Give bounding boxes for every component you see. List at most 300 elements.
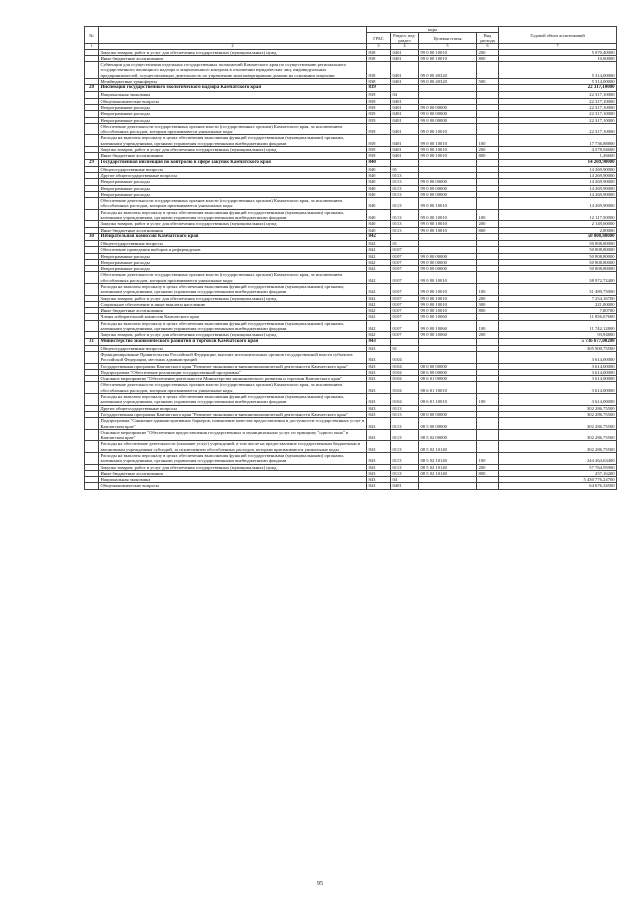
- razdel-code: 0107: [391, 253, 419, 259]
- header-vr: Вид расхода: [477, 33, 499, 44]
- row-name: Непрограммные расходы: [99, 185, 367, 191]
- razdel-code: 0113: [391, 221, 419, 227]
- row-name: Обеспечение деятельности государственных органов власти (государственных органов) Камчатского края, за исключением обособленных расходов, которым присваиваются уникальные коды: [99, 382, 367, 394]
- target-article-code: [419, 85, 477, 92]
- row-name: Закупка товаров, работ и услуг для обеспечения государственных (муниципальных) нужд: [99, 295, 367, 301]
- expense-type-code: 100: [477, 135, 499, 147]
- row-name: Закупка товаров, работ и услуг для обеспечения государственных (муниципальных) нужд: [99, 464, 367, 470]
- row-name: Непрограммные расходы: [99, 191, 367, 197]
- grbs-code: 842: [367, 283, 391, 295]
- organization-row: [85, 85, 617, 92]
- grbs-code: 843: [367, 453, 391, 465]
- allocation-amount: 57 764,95900: [499, 464, 617, 470]
- row-name: Основное мероприятие "Обеспечение предоставления государственных и муниципальных услуг по принципу "одного окна" в Камчатском крае": [99, 429, 367, 441]
- allocation-amount: 3 614,00000: [499, 369, 617, 375]
- allocation-amount: 221,00000: [499, 301, 617, 307]
- grbs-code: 843: [367, 470, 391, 476]
- col-number: 2: [99, 44, 367, 50]
- row-number: [85, 198, 99, 210]
- target-article-code: [419, 159, 477, 166]
- row-name: Общегосударственные вопросы: [99, 240, 367, 246]
- allocation-amount: 93,94800: [499, 332, 617, 338]
- table-row: [85, 272, 617, 284]
- razdel-code: 0107: [391, 272, 419, 284]
- row-name: Национальная экономика: [99, 92, 367, 98]
- target-article-code: 08 0 00 00000: [419, 411, 477, 417]
- expense-type-code: 800: [477, 227, 499, 233]
- razdel-code: 0401: [391, 111, 419, 117]
- allocation-amount: 14 269,90000: [499, 179, 617, 185]
- row-number: [85, 62, 99, 79]
- expense-type-code: 800: [477, 470, 499, 476]
- target-article-code: 08 5 02 10140: [419, 453, 477, 465]
- grbs-code: 843: [367, 464, 391, 470]
- allocation-amount: 50 808,80000: [499, 259, 617, 265]
- target-article-code: 99 0 00 10060: [419, 332, 477, 338]
- target-article-code: 08 0 00 00000: [419, 363, 477, 369]
- row-number: 29: [85, 159, 99, 166]
- expense-type-code: 100: [477, 320, 499, 332]
- razdel-code: 0113: [391, 464, 419, 470]
- target-article-code: 08 5 02 10140: [419, 441, 477, 453]
- allocation-amount: 1,26600: [499, 153, 617, 159]
- allocation-amount: 2,80000: [499, 227, 617, 233]
- target-article-code: 08 6 01 10010: [419, 394, 477, 406]
- target-article-code: 99 0 00 10010: [419, 209, 477, 221]
- expense-type-code: 100: [477, 394, 499, 406]
- allocation-amount: 5 430 776,24700: [499, 477, 617, 483]
- target-article-code: 99 0 00 00000: [419, 191, 477, 197]
- razdel-code: 0113: [391, 191, 419, 197]
- row-name: Иные бюджетные ассигнования: [99, 153, 367, 159]
- razdel-code: 0107: [391, 308, 419, 314]
- target-article-code: 08 5 02 00000: [419, 429, 477, 441]
- razdel-code: 0107: [391, 314, 419, 320]
- row-number: [85, 209, 99, 221]
- razdel-code: 0113: [391, 179, 419, 185]
- row-name: Министерство экономического развития и торговли Камчатского края: [99, 338, 367, 345]
- grbs-code: 839: [367, 153, 391, 159]
- header-razdel: Раздел, под-раздел: [391, 33, 419, 44]
- grbs-code: 840: [367, 227, 391, 233]
- razdel-code: 0113: [391, 172, 419, 178]
- row-name: Обеспечение деятельности государственных органов власти (государственных органов) Камчатского края, за исключением обособленных расходов, которым присваиваются уникальные коды: [99, 198, 367, 210]
- table-row: [85, 418, 617, 430]
- expense-type-code: [477, 85, 499, 92]
- row-name: Общеэкономические вопросы: [99, 98, 367, 104]
- row-name: Общегосударственные вопросы: [99, 345, 367, 351]
- row-name: Непрограммные расходы: [99, 104, 367, 110]
- allocation-amount: 22 317,10000: [499, 85, 617, 92]
- allocation-amount: 14 269,90000: [499, 191, 617, 197]
- col-number: 6: [477, 44, 499, 50]
- expense-type-code: 200: [477, 464, 499, 470]
- expense-type-code: 200: [477, 332, 499, 338]
- razdel-code: 0107: [391, 247, 419, 253]
- razdel-code: 0104: [391, 369, 419, 375]
- expense-type-code: [477, 441, 499, 453]
- row-number: [85, 394, 99, 406]
- grbs-code: 842: [367, 240, 391, 246]
- grbs-code: 843: [367, 345, 391, 351]
- razdel-code: 0113: [391, 405, 419, 411]
- razdel-code: 0401: [391, 62, 419, 79]
- budget-table: [84, 26, 617, 490]
- grbs-code: 842: [367, 272, 391, 284]
- header-grbs: ГРБС: [367, 33, 391, 44]
- row-name: Расходы на выплаты персоналу в целях обеспечения выполнения функций государственными (муниципальными) органами, казенными учреждениями, органами управления государственными внебюджетными фондами: [99, 394, 367, 406]
- grbs-code: 843: [367, 483, 391, 489]
- razdel-code: 0401: [391, 135, 419, 147]
- allocation-amount: 3 614,00000: [499, 376, 617, 382]
- row-name: Субвенции для осуществления отдельных государственных полномочий Камчатского края по осуществлению регионального государственного жилищного надзора и лицензионного контроля в отношении юридических лиц, индивидуальных предпринимателей, осуществляющих деятельность по управлению многоквартирными домами на основании лицензии: [99, 62, 367, 79]
- row-name: Государственная программа Камчатского края "Развитие экономики и внешнеэкономической деятельности Камчатского края": [99, 363, 367, 369]
- header-num: №: [85, 27, 99, 44]
- allocation-amount: 50 808,80000: [499, 266, 617, 272]
- razdel-code: [391, 233, 419, 240]
- allocation-amount: 50 808,80000: [499, 233, 617, 240]
- target-article-code: 99 0 00 00000: [419, 104, 477, 110]
- expense-type-code: 100: [477, 283, 499, 295]
- grbs-code: 839: [367, 98, 391, 104]
- grbs-code: 840: [367, 221, 391, 227]
- razdel-code: 0113: [391, 185, 419, 191]
- row-name: Непрограммные расходы: [99, 266, 367, 272]
- allocation-amount: 11 742,12800: [499, 320, 617, 332]
- target-article-code: 99 0 00 10010: [419, 308, 477, 314]
- target-article-code: 99 0 00 10010: [419, 147, 477, 153]
- allocation-amount: 22 317,10000: [499, 117, 617, 123]
- allocation-amount: 10,00000: [499, 55, 617, 61]
- target-article-code: 99 0 00 00000: [419, 185, 477, 191]
- grbs-code: 840: [367, 179, 391, 185]
- row-number: [85, 453, 99, 465]
- razdel-code: 0401: [391, 117, 419, 123]
- table-row: [85, 123, 617, 135]
- allocation-amount: 22 317,10000: [499, 123, 617, 135]
- target-article-code: 99 0 00 00000: [419, 111, 477, 117]
- allocation-amount: 302 286,75500: [499, 441, 617, 453]
- allocation-amount: 7 254,16700: [499, 295, 617, 301]
- table-row: [85, 198, 617, 210]
- target-article-code: 08 5 02 10140: [419, 464, 477, 470]
- row-number: [85, 351, 99, 363]
- allocation-amount: 3 614,00000: [499, 363, 617, 369]
- grbs-code: 842: [367, 295, 391, 301]
- allocation-amount: 22 317,10000: [499, 104, 617, 110]
- grbs-code: 843: [367, 338, 391, 345]
- razdel-code: 0107: [391, 283, 419, 295]
- row-name: Инспекция государственного экологического надзора Камчатского края: [99, 85, 367, 92]
- expense-type-code: 200: [477, 295, 499, 301]
- table-row: [85, 209, 617, 221]
- row-number: 30: [85, 233, 99, 240]
- row-name: Национальная экономика: [99, 477, 367, 483]
- grbs-code: 843: [367, 376, 391, 382]
- target-article-code: 99 0 00 40320: [419, 62, 477, 79]
- target-article-code: 08 6 01 10010: [419, 382, 477, 394]
- grbs-code: 842: [367, 259, 391, 265]
- razdel-code: 0401: [391, 147, 419, 153]
- razdel-code: 0104: [391, 376, 419, 382]
- razdel-code: 01: [391, 240, 419, 246]
- grbs-code: 839: [367, 85, 391, 92]
- grbs-code: 840: [367, 198, 391, 210]
- row-number: 31: [85, 338, 99, 345]
- organization-row: [85, 338, 617, 345]
- razdel-code: 0104: [391, 363, 419, 369]
- row-name: Основное мероприятие "Обеспечение деятельности Министерства экономического развития и торговли Камчатского края": [99, 376, 367, 382]
- razdel-code: 0107: [391, 320, 419, 332]
- razdel-code: 0107: [391, 266, 419, 272]
- razdel-code: 0113: [391, 411, 419, 417]
- row-name: Иные бюджетные ассигнования: [99, 470, 367, 476]
- allocation-amount: 14 269,90000: [499, 185, 617, 191]
- allocation-amount: 3 614,00000: [499, 394, 617, 406]
- table-row: [85, 135, 617, 147]
- target-article-code: 99 0 00 10010: [419, 49, 477, 55]
- grbs-code: 843: [367, 411, 391, 417]
- razdel-code: 0113: [391, 441, 419, 453]
- target-article-code: 99 0 00 10010: [419, 227, 477, 233]
- expense-type-code: [477, 272, 499, 284]
- expense-type-code: [477, 483, 499, 489]
- grbs-code: 842: [367, 301, 391, 307]
- grbs-code: 843: [367, 405, 391, 411]
- expense-type-code: 100: [477, 209, 499, 221]
- target-article-code: 99 0 00 10010: [419, 272, 477, 284]
- razdel-code: [391, 85, 419, 92]
- row-name: Иные бюджетные ассигнования: [99, 308, 367, 314]
- grbs-code: 843: [367, 369, 391, 375]
- row-number: [85, 320, 99, 332]
- target-article-code: 99 0 00 10010: [419, 153, 477, 159]
- target-article-code: 99 0 00 00000: [419, 179, 477, 185]
- row-name: Избирательная комиссия Камчатского края: [99, 233, 367, 240]
- allocation-amount: 50 808,80000: [499, 253, 617, 259]
- grbs-code: 838: [367, 62, 391, 79]
- grbs-code: 843: [367, 418, 391, 430]
- grbs-code: 843: [367, 363, 391, 369]
- target-article-code: 99 0 00 00000: [419, 266, 477, 272]
- razdel-code: [391, 159, 419, 166]
- row-name: Расходы на выплаты персоналу в целях обеспечения выполнения функций государственными (муниципальными) органами, казенными учреждениями, органами управления государственными внебюджетными фондами: [99, 283, 367, 295]
- allocation-amount: 50 808,80000: [499, 247, 617, 253]
- grbs-code: 842: [367, 332, 391, 338]
- allocation-amount: 22 317,10000: [499, 111, 617, 117]
- row-name: Социальное обеспечение и иные выплаты населению: [99, 301, 367, 307]
- expense-type-code: 300: [477, 301, 499, 307]
- allocation-amount: 5 736 677,00200: [499, 338, 617, 345]
- table-row: [85, 429, 617, 441]
- grbs-code: 842: [367, 308, 391, 314]
- target-article-code: 99 0 00 10010: [419, 283, 477, 295]
- target-article-code: 99 0 00 00000: [419, 253, 477, 259]
- razdel-code: 0104: [391, 394, 419, 406]
- allocation-amount: 11 836,07600: [499, 314, 617, 320]
- grbs-code: 839: [367, 104, 391, 110]
- razdel-code: 0107: [391, 301, 419, 307]
- target-article-code: 99 0 00 10010: [419, 295, 477, 301]
- target-article-code: 99 0 00 10010: [419, 55, 477, 61]
- grbs-code: 842: [367, 233, 391, 240]
- row-number: 28: [85, 85, 99, 92]
- row-name: Закупка товаров, работ и услуг для обеспечения государственных (муниципальных) нужд: [99, 332, 367, 338]
- grbs-code: 839: [367, 135, 391, 147]
- allocation-amount: 257,16200: [499, 470, 617, 476]
- razdel-code: 01: [391, 345, 419, 351]
- row-number: [85, 272, 99, 284]
- col-number: 3: [367, 44, 391, 50]
- grbs-code: 842: [367, 266, 391, 272]
- expense-type-code: 800: [477, 153, 499, 159]
- expense-type-code: 800: [477, 55, 499, 61]
- expense-type-code: [477, 159, 499, 166]
- row-name: Обеспечение проведения выборов и референдумов: [99, 247, 367, 253]
- allocation-amount: 14 269,90000: [499, 159, 617, 166]
- row-name: Расходы на выплаты персоналу в целях обеспечения выполнения функций государственными (муниципальными) органами, казенными учреждениями, органами управления государственными внебюджетными фондами: [99, 135, 367, 147]
- razdel-code: 0104: [391, 382, 419, 394]
- expense-type-code: 100: [477, 453, 499, 465]
- grbs-code: 840: [367, 166, 391, 172]
- row-name: Закупка товаров, работ и услуг для обеспечения государственных (муниципальных) нужд: [99, 221, 367, 227]
- row-name: Непрограммные расходы: [99, 259, 367, 265]
- grbs-code: 843: [367, 477, 391, 483]
- allocation-amount: 3 614,00000: [499, 382, 617, 394]
- allocation-amount: 302 286,75500: [499, 429, 617, 441]
- row-name: Подпрограмма "Снижение административных барьеров, повышение качества предоставления и доступности государственных услуг в Камчатском крае": [99, 418, 367, 430]
- grbs-code: 840: [367, 159, 391, 166]
- grbs-code: 842: [367, 320, 391, 332]
- row-name: Члены избирательной комиссии Камчатского края: [99, 314, 367, 320]
- row-number: [85, 382, 99, 394]
- expense-type-code: [477, 351, 499, 363]
- row-number: [85, 429, 99, 441]
- header-cs: Целевая статья: [419, 33, 477, 44]
- grbs-code: 843: [367, 351, 391, 363]
- grbs-code: 843: [367, 382, 391, 394]
- row-name: Функционирование Правительства Российской Федерации, высших исполнительных органов государственной власти субъектов Российской Федерации, местных администраций: [99, 351, 367, 363]
- grbs-code: 839: [367, 123, 391, 135]
- row-name: Иные бюджетные ассигнования: [99, 227, 367, 233]
- grbs-code: 840: [367, 209, 391, 221]
- target-article-code: 99 0 00 10010: [419, 135, 477, 147]
- row-number: [85, 135, 99, 147]
- expense-type-code: [477, 429, 499, 441]
- expense-type-code: 200: [477, 49, 499, 55]
- razdel-code: 0113: [391, 418, 419, 430]
- razdel-code: 0401: [391, 55, 419, 61]
- table-row: [85, 62, 617, 79]
- allocation-amount: 3 614,00000: [499, 351, 617, 363]
- grbs-code: 843: [367, 441, 391, 453]
- grbs-code: 843: [367, 429, 391, 441]
- row-name: Непрограммные расходы: [99, 117, 367, 123]
- grbs-code: 842: [367, 314, 391, 320]
- table-row: [85, 453, 617, 465]
- grbs-code: 840: [367, 172, 391, 178]
- grbs-code: 842: [367, 247, 391, 253]
- razdel-code: [391, 338, 419, 345]
- razdel-code: 0401: [391, 79, 419, 85]
- expense-type-code: 800: [477, 308, 499, 314]
- grbs-code: 838: [367, 79, 391, 85]
- row-number: [85, 283, 99, 295]
- allocation-amount: 64 676,34500: [499, 483, 617, 489]
- row-name: Закупка товаров, работ и услуг для обеспечения государственных (муниципальных) нужд: [99, 49, 367, 55]
- row-name: Закупка товаров, работ и услуг для обеспечения государственных (муниципальных) нужд: [99, 147, 367, 153]
- grbs-code: 839: [367, 92, 391, 98]
- grbs-code: 842: [367, 253, 391, 259]
- row-name: Межбюджетные трансферты: [99, 79, 367, 85]
- row-name: Обеспечение деятельности государственных органов власти (государственных органов) Камчатского края, за исключением обособленных расходов, которым присваиваются уникальные коды: [99, 272, 367, 284]
- allocation-amount: 4 578,94600: [499, 147, 617, 153]
- page-number: 95: [317, 881, 323, 887]
- allocation-amount: 38 972,72400: [499, 272, 617, 284]
- allocation-amount: 14 269,90000: [499, 166, 617, 172]
- expense-type-code: 200: [477, 221, 499, 227]
- allocation-amount: 244 264,63400: [499, 453, 617, 465]
- table-header: [85, 27, 617, 50]
- organization-row: [85, 233, 617, 240]
- allocation-amount: 305 900,75500: [499, 345, 617, 351]
- grbs-code: 840: [367, 191, 391, 197]
- razdel-code: 0401: [391, 483, 419, 489]
- target-article-code: 99 0 00 40320: [419, 79, 477, 85]
- expense-type-code: 500: [477, 79, 499, 85]
- organization-row: [85, 159, 617, 166]
- table-row: [85, 483, 617, 489]
- target-article-code: [419, 233, 477, 240]
- table-row: [85, 351, 617, 363]
- target-article-code: 08 5 00 00000: [419, 418, 477, 430]
- allocation-amount: 22 317,10000: [499, 92, 617, 98]
- row-name: Другие общегосударственные вопросы: [99, 172, 367, 178]
- allocation-amount: 22 317,10000: [499, 98, 617, 104]
- target-article-code: 08 6 01 00000: [419, 376, 477, 382]
- grbs-code: 839: [367, 111, 391, 117]
- col-number: 4: [391, 44, 419, 50]
- razdel-code: 01: [391, 166, 419, 172]
- razdel-code: 0107: [391, 332, 419, 338]
- col-number: 1: [85, 44, 99, 50]
- allocation-amount: 12 117,50000: [499, 209, 617, 221]
- razdel-code: 0401: [391, 49, 419, 55]
- table-row: [85, 320, 617, 332]
- allocation-amount: 14 269,90000: [499, 172, 617, 178]
- expense-type-code: 200: [477, 147, 499, 153]
- row-number: [85, 123, 99, 135]
- expense-type-code: [477, 338, 499, 345]
- target-article-code: 08 5 02 10140: [419, 470, 477, 476]
- razdel-code: 0107: [391, 295, 419, 301]
- razdel-code: 0113: [391, 209, 419, 221]
- table-row: [85, 283, 617, 295]
- razdel-code: 0401: [391, 123, 419, 135]
- razdel-code: 04: [391, 477, 419, 483]
- row-name: Непрограммные расходы: [99, 253, 367, 259]
- row-number: [85, 441, 99, 453]
- target-article-code: 99 0 00 10010: [419, 198, 477, 210]
- row-name: Расходы на выплаты персоналу в целях обеспечения выполнения функций государственными (муниципальными) органами, казенными учреждениями, органами управления государственными внебюджетными фондами: [99, 320, 367, 332]
- expense-type-code: [477, 123, 499, 135]
- allocation-amount: 5 070,40000: [499, 49, 617, 55]
- row-number: [85, 483, 99, 489]
- razdel-code: 0107: [391, 259, 419, 265]
- grbs-code: 838: [367, 55, 391, 61]
- target-article-code: 99 0 00 10010: [419, 221, 477, 227]
- grbs-code: 843: [367, 394, 391, 406]
